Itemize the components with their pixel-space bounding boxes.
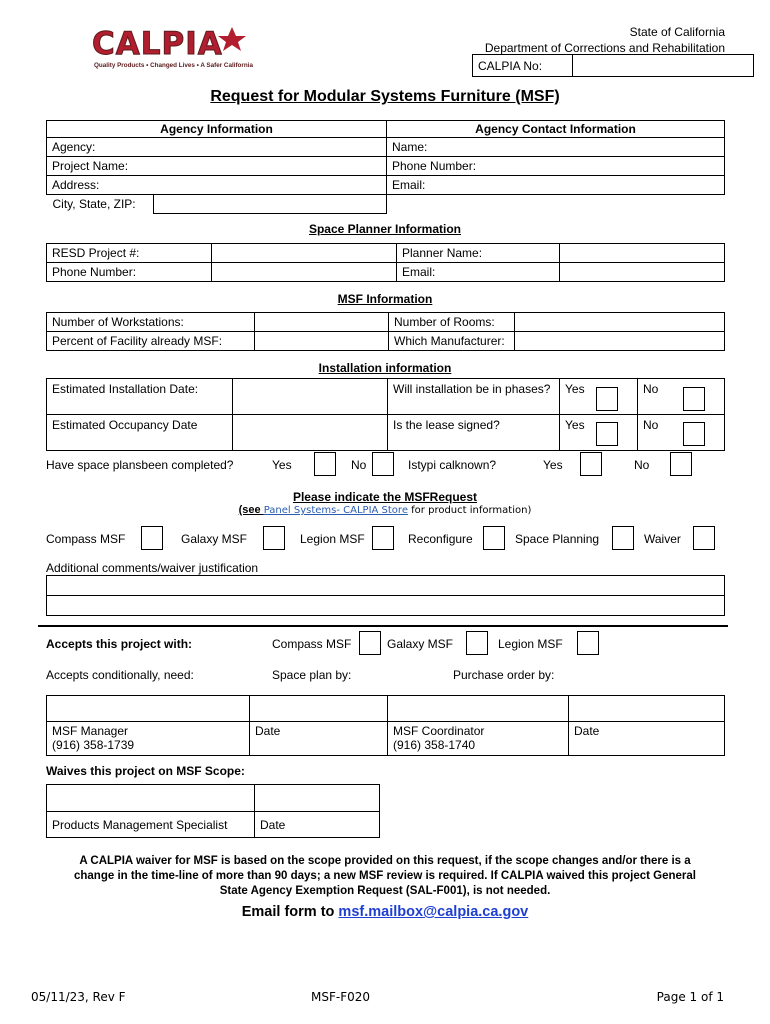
form-title: Request for Modular Systems Furniture (MSF) (210, 88, 560, 105)
agency-label: Agency: (47, 138, 154, 157)
phases-no-cell (638, 379, 725, 415)
accepts-label: Accepts this project with: (46, 637, 193, 651)
msf-coordinator-cell (388, 722, 569, 756)
phases-no-checkbox[interactable] (683, 387, 705, 411)
workstations-label: Number of Workstations: (47, 313, 255, 332)
agency-info-heading: Agency Information (47, 121, 387, 138)
plans-no-checkbox[interactable] (372, 452, 394, 476)
lease-yes-label: Yes (565, 418, 585, 432)
agency-contact-heading: Agency Contact Information (387, 121, 725, 138)
phases-yes-cell (560, 379, 638, 415)
calpia-no-field[interactable] (573, 55, 754, 77)
occupancy-date-field[interactable] (233, 415, 388, 451)
signatures-table (46, 695, 725, 756)
plans-question: Have space plansbeen completed? (46, 458, 234, 472)
msf-coordinator-phone: (916) 358-1740 (393, 738, 476, 752)
option-space-planning-checkbox[interactable] (612, 526, 634, 550)
accepts-legion-checkbox[interactable] (577, 631, 599, 655)
rooms-field[interactable] (515, 313, 725, 332)
option-compass-checkbox[interactable] (141, 526, 163, 550)
install-date-field[interactable] (233, 379, 388, 415)
notice-line-3: State Agency Exemption Request (SAL-F001), is not needed. (219, 885, 551, 897)
msf-manager-label: MSF Manager (52, 724, 129, 738)
space-planner-table (46, 243, 725, 282)
istypi-question: Istypi calknown? (408, 458, 497, 472)
request-note-prefix: (see (238, 504, 264, 516)
msf-manager-date-field[interactable] (250, 696, 388, 722)
address-field[interactable] (154, 176, 387, 195)
email-prefix: Email form to (241, 904, 339, 920)
lease-yes-cell (560, 415, 638, 451)
accepts-conditional-label: Accepts conditionally, need: (46, 668, 194, 682)
resd-project-label: RESD Project #: (47, 244, 212, 263)
accepts-legion-label: Legion MSF (498, 637, 563, 651)
workstations-field[interactable] (255, 313, 389, 332)
logo-wordmark: CALPIA (92, 26, 223, 62)
option-galaxy-label: Galaxy MSF (181, 532, 248, 546)
option-compass-label: Compass MSF (46, 532, 126, 546)
option-legion-label: Legion MSF (300, 532, 365, 546)
option-galaxy-checkbox[interactable] (263, 526, 285, 550)
phases-yes-checkbox[interactable] (596, 387, 618, 411)
calpia-logo (90, 24, 266, 74)
waives-label: Waives this project on MSF Scope: (46, 764, 245, 778)
lease-no-label: No (643, 418, 659, 432)
contact-email-field[interactable] (494, 176, 725, 195)
planner-name-field[interactable] (560, 244, 725, 263)
plans-yes-checkbox[interactable] (314, 452, 336, 476)
plans-no-label: No (351, 458, 367, 472)
section-divider (38, 625, 728, 627)
option-reconfigure-checkbox[interactable] (483, 526, 505, 550)
footer-date-rev: 05/11/23, Rev F (31, 990, 126, 1004)
calpia-no-table (472, 54, 754, 77)
specialist-date-field[interactable] (255, 785, 380, 812)
waives-table (46, 784, 380, 838)
notice-line-1: A CALPIA waiver for MSF is based on the scope provided on this request, if the scope changes and/or there is a (79, 855, 691, 867)
agency-section (46, 120, 725, 214)
istypi-yes-checkbox[interactable] (580, 452, 602, 476)
notice-line-2: change in the time-line of more than 90 days; a new MSF review is required. If CALPIA waived this project General (73, 870, 696, 882)
project-name-label: Project Name: (47, 157, 154, 176)
specialist-sign-field[interactable] (47, 785, 255, 812)
msf-manager-phone: (916) 358-1739 (52, 738, 135, 752)
lease-question: Is the lease signed? (388, 415, 560, 451)
email-line (0, 904, 770, 920)
contact-name-label: Name: (387, 138, 494, 157)
phases-question: Will installation be in phases? (388, 379, 560, 415)
msf-manager-cell (47, 722, 250, 756)
request-note (0, 504, 770, 516)
option-waiver-label: Waiver (644, 532, 681, 546)
manufacturer-label: Which Manufacturer: (389, 332, 515, 351)
comments-label: Additional comments/waiver justification (46, 561, 259, 575)
occupancy-date-label: Estimated Occupancy Date (47, 415, 233, 451)
blank-cell (387, 195, 494, 214)
project-name-field[interactable] (154, 157, 387, 176)
department-label: Department of Corrections and Rehabilitation (484, 41, 725, 55)
msf-request-heading: Please indicate the MSFRequest (292, 490, 478, 504)
plans-yes-label: Yes (272, 458, 292, 472)
istypi-no-label: No (634, 458, 650, 472)
city-state-zip-field[interactable] (154, 195, 387, 214)
option-waiver-checkbox[interactable] (693, 526, 715, 550)
comments-table (46, 575, 725, 616)
contact-name-field[interactable] (494, 138, 725, 157)
installation-table (46, 378, 725, 451)
msf-coordinator-date-field[interactable] (569, 696, 725, 722)
phases-yes-label: Yes (565, 382, 585, 396)
state-label: State of California (629, 25, 725, 39)
planner-name-label: Planner Name: (397, 244, 560, 263)
rooms-label: Number of Rooms: (389, 313, 515, 332)
msf-manager-sign-field[interactable] (47, 696, 250, 722)
sp-email-label: Email: (397, 263, 560, 282)
msf-info-table (46, 312, 725, 351)
msf-coordinator-sign-field[interactable] (388, 696, 569, 722)
resd-project-field[interactable] (212, 244, 397, 263)
footer-page: Page 1 of 1 (656, 990, 724, 1004)
specialist-label: Products Management Specialist (47, 812, 255, 838)
calpia-store-link[interactable]: Panel Systems- CALPIA Store (263, 505, 408, 516)
percent-msf-label: Percent of Facility already MSF: (47, 332, 255, 351)
install-date-label: Estimated Installation Date: (47, 379, 233, 415)
calpia-no-label: CALPIA No: (473, 55, 573, 77)
specialist-date-label: Date (255, 812, 380, 838)
accepts-galaxy-checkbox[interactable] (466, 631, 488, 655)
contact-email-label: Email: (387, 176, 494, 195)
comments-line-1[interactable] (47, 576, 725, 596)
lease-no-checkbox[interactable] (683, 422, 705, 446)
accepts-compass-checkbox[interactable] (359, 631, 381, 655)
sp-phone-field[interactable] (212, 263, 397, 282)
msf-info-heading: MSF Information (337, 292, 433, 306)
percent-msf-field[interactable] (255, 332, 389, 351)
agency-field[interactable] (154, 138, 387, 157)
phases-no-label: No (643, 382, 659, 396)
space-plan-by-label: Space plan by: (272, 668, 352, 682)
installation-heading: Installation information (318, 361, 452, 375)
sp-phone-label: Phone Number: (47, 263, 212, 282)
contact-phone-label: Phone Number: (387, 157, 494, 176)
logo-tagline: Quality Products • Changed Lives • A Safer California (94, 62, 253, 69)
msf-coordinator-label: MSF Coordinator (393, 724, 485, 738)
comments-line-2[interactable] (47, 596, 725, 616)
option-reconfigure-label: Reconfigure (408, 532, 473, 546)
request-note-suffix: for product information) (407, 505, 532, 516)
lease-no-cell (638, 415, 725, 451)
contact-phone-field[interactable] (494, 157, 725, 176)
purchase-order-by-label: Purchase order by: (453, 668, 555, 682)
istypi-no-checkbox[interactable] (670, 452, 692, 476)
manufacturer-field[interactable] (515, 332, 725, 351)
city-state-zip-label: City, State, ZIP: (47, 195, 154, 214)
waiver-notice (0, 854, 770, 899)
option-space-planning-label: Space Planning (515, 532, 600, 546)
sp-email-field[interactable] (560, 263, 725, 282)
email-link[interactable]: msf.mailbox@calpia.ca.gov (338, 904, 529, 920)
accepts-galaxy-label: Galaxy MSF (387, 637, 454, 651)
blank-cell (494, 195, 725, 214)
space-planner-heading: Space Planner Information (308, 222, 462, 236)
msf-manager-date-label: Date (250, 722, 388, 756)
footer-form-no: MSF-F020 (311, 990, 371, 1004)
option-legion-checkbox[interactable] (372, 526, 394, 550)
address-label: Address: (47, 176, 154, 195)
lease-yes-checkbox[interactable] (596, 422, 618, 446)
accepts-compass-label: Compass MSF (272, 637, 352, 651)
msf-coordinator-date-label: Date (569, 722, 725, 756)
istypi-yes-label: Yes (543, 458, 563, 472)
